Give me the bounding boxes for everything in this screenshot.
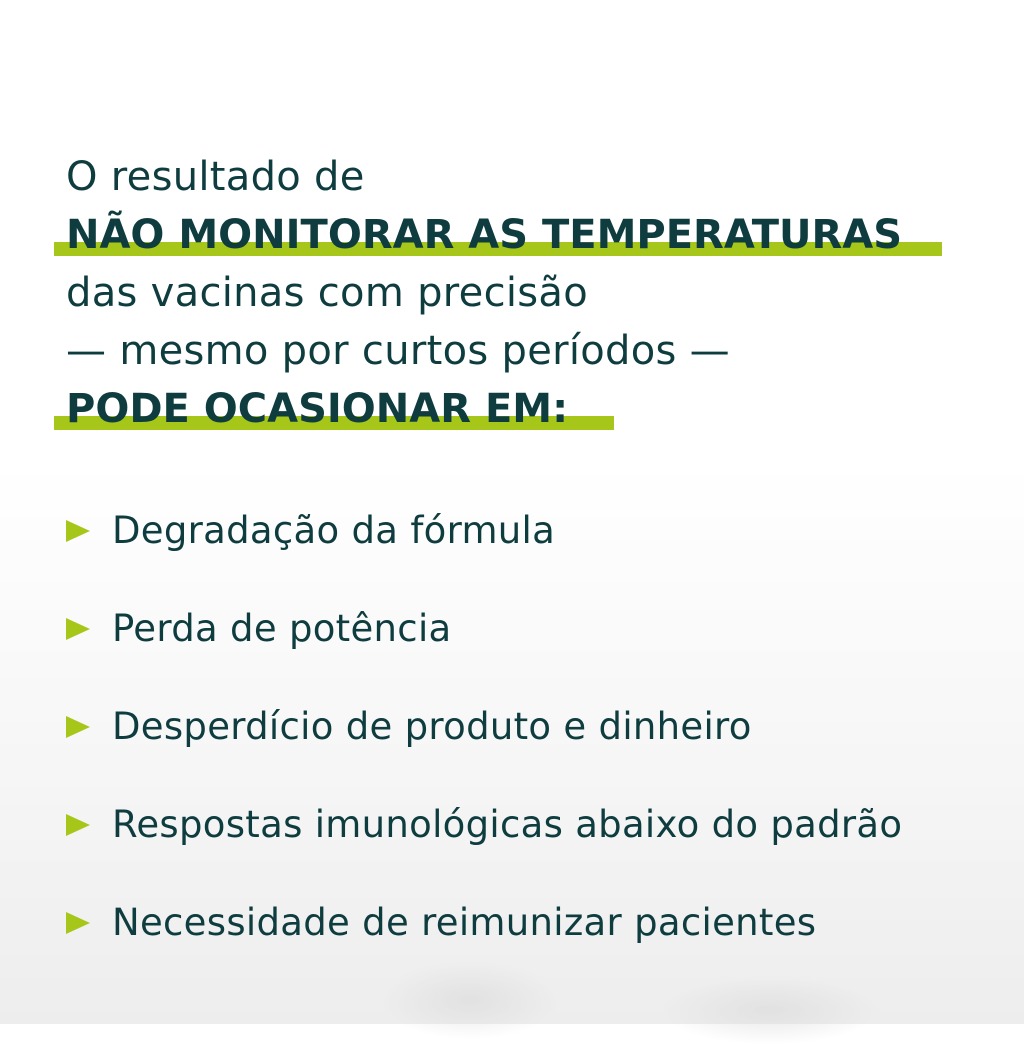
triangle-right-icon: [66, 912, 90, 934]
headline-line-2: NÃO MONITORAR AS TEMPERATURAS: [66, 206, 966, 264]
list-item-text: Desperdício de produto e dinheiro: [112, 705, 752, 748]
triangle-right-icon: [66, 520, 90, 542]
list-item: [66, 502, 986, 560]
triangle-right-icon: [66, 814, 90, 836]
headline: [66, 148, 966, 438]
list-item: [66, 894, 986, 952]
headline-line-1: O resultado de: [66, 154, 365, 200]
list-item: [66, 600, 986, 658]
list-item-text: Perda de potência: [112, 607, 452, 650]
headline-line-3: das vacinas com precisão: [66, 270, 589, 316]
list-item: [66, 698, 986, 756]
list-item-text: Degradação da fórmula: [112, 509, 556, 552]
headline-line-4: — mesmo por curtos períodos —: [66, 328, 730, 374]
triangle-right-icon: [66, 716, 90, 738]
triangle-right-icon: [66, 618, 90, 640]
headline-line-5: PODE OCASIONAR EM:: [66, 380, 966, 438]
bullet-list: [66, 502, 986, 992]
list-item-text: Necessidade de reimunizar pacientes: [112, 901, 817, 944]
list-item-text: Respostas imunológicas abaixo do padrão: [112, 803, 903, 846]
list-item: [66, 796, 986, 854]
